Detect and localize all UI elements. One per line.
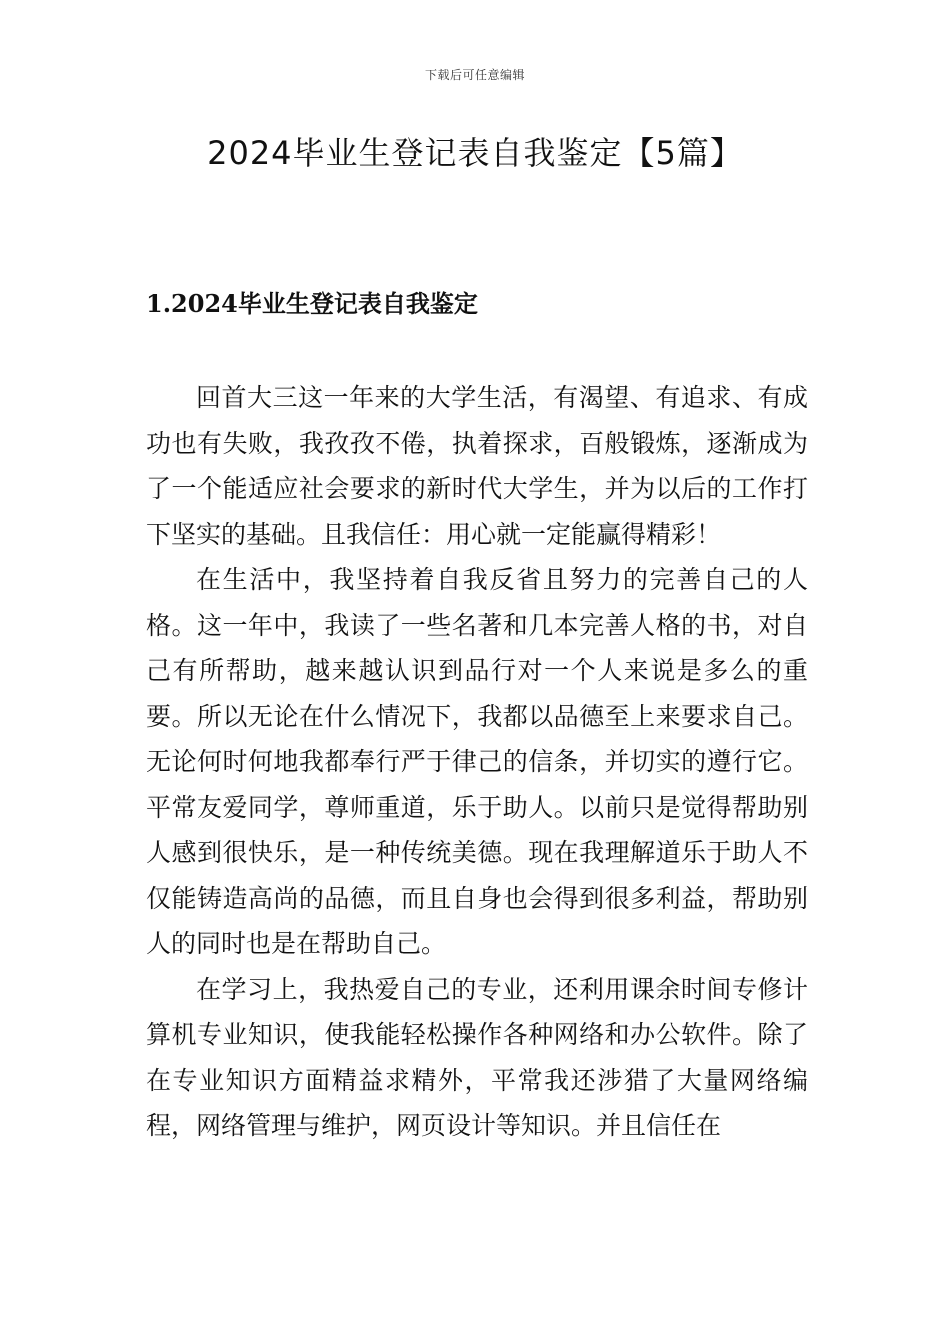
paragraph: 在学习上，我热爱自己的专业，还利用课余时间专修计算机专业知识，使我能轻松操作各种网络和办公软件。除了在专业知识方面精益求精外，平常我还涉猎了大量网络编程，网络管理与维护，网页设计等知识。并且信任在: [146, 974, 808, 1140]
header-note: 下载后可任意编辑: [424, 68, 525, 82]
document-title: 2024毕业生登记表自我鉴定【5篇】: [207, 134, 743, 172]
section-heading: 1.2024毕业生登记表自我鉴定: [146, 289, 478, 318]
body-text: [146, 375, 808, 1149]
paragraph: 回首大三这一年来的大学生活，有渴望、有追求、有成功也有失败，我孜孜不倦，执着探求，百般锻炼，逐渐成为了一个能适应社会要求的新时代大学生，并为以后的工作打下坚实的基础。且我信任：用心就一定能赢得精彩！: [146, 383, 808, 549]
paragraph: 在生活中，我坚持着自我反省且努力的完善自己的人格。这一年中，我读了一些名著和几本完善人格的书，对自己有所帮助，越来越认识到品行对一个人来说是多么的重要。所以无论在什么情况下，我都以品德至上来要求自己。无论何时何地我都奉行严于律己的信条，并切实的遵行它。平常友爱同学，尊师重道，乐于助人。以前只是觉得帮助别人感到很快乐，是一种传统美德。现在我理解道乐于助人不仅能铸造高尚的品德，而且自身也会得到很多利益，帮助别人的同时也是在帮助自己。: [146, 565, 808, 958]
